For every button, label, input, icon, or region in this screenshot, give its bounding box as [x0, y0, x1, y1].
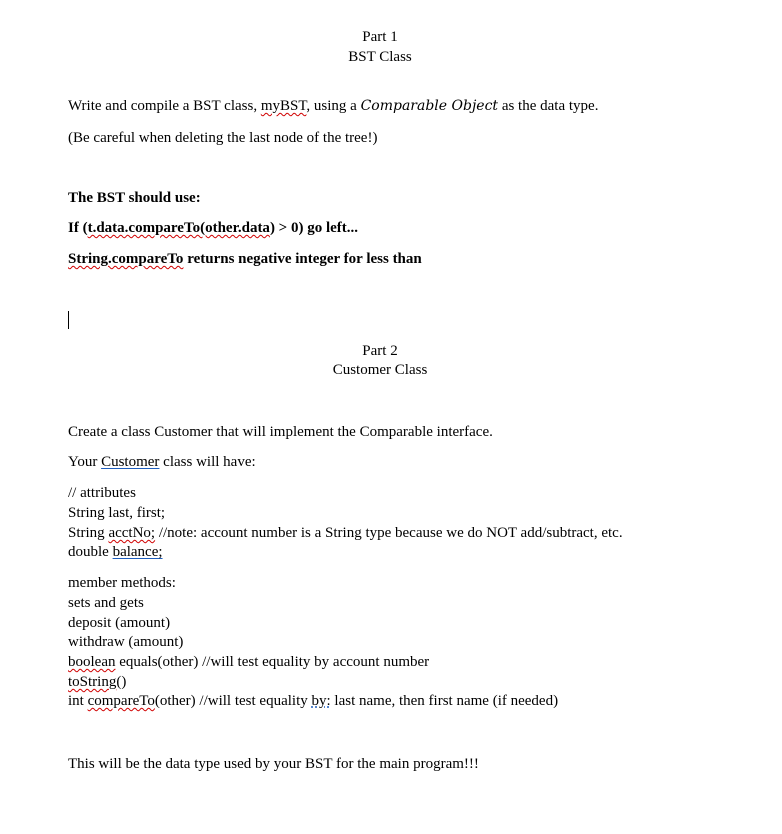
method-compareto	[68, 692, 558, 710]
intro-middle: , using a	[306, 98, 361, 114]
methods-heading: member methods:	[68, 575, 176, 591]
attr-balance-prefix: double	[68, 544, 113, 560]
method-deposit: deposit (amount)	[68, 615, 171, 631]
rule-string-code: String.compareTo	[68, 251, 184, 267]
part2-heading: Part 2	[362, 343, 398, 359]
rule-string-suffix: returns negative integer for less than	[183, 251, 422, 267]
method-sets-gets: sets and gets	[68, 595, 144, 611]
intro-prefix: Write and compile a BST class,	[68, 98, 261, 114]
closing-line: This will be the data type used by your BST for the main program!!!	[68, 756, 479, 772]
part1-subheading: BST Class	[348, 49, 412, 65]
attr-acct-prefix: String	[68, 525, 109, 541]
text-cursor	[68, 311, 69, 329]
part2-subheading: Customer Class	[332, 362, 428, 378]
method-compareto-by: by:	[311, 693, 331, 709]
attr-balance-word: balance;	[112, 544, 163, 560]
rule-string	[68, 250, 422, 268]
method-withdraw: withdraw (amount)	[68, 634, 184, 650]
part1-note: (Be careful when deleting the last node of the tree!)	[68, 130, 378, 146]
attr-acct-suffix: //note: account number is a String type because we do NOT add/subtract, etc.	[155, 525, 623, 541]
attr-acct-word: acctNo;	[108, 525, 156, 541]
attributes-comment: // attributes	[68, 485, 136, 501]
method-tostring	[68, 673, 126, 691]
method-equals-suffix: equals(other) //will test equality by account number	[115, 654, 430, 670]
your-customer-word: Customer	[101, 454, 160, 470]
part1-heading: Part 1	[362, 29, 398, 45]
create-line: Create a class Customer that will implement the Comparable interface.	[68, 424, 493, 440]
attr-acct	[68, 524, 623, 542]
rule-if-suffix: ) > 0) go left...	[269, 220, 359, 236]
intro-comparable-object: Comparable Object	[360, 98, 499, 114]
attr-names: String last, first;	[68, 505, 166, 521]
intro-suffix: as the data type.	[498, 98, 599, 114]
part1-intro	[68, 97, 598, 115]
method-compareto-suffix: last name, then first name (if needed)	[330, 693, 559, 709]
method-compareto-prefix: int	[68, 693, 88, 709]
method-tostring-suffix: ()	[116, 674, 127, 690]
method-compareto-word: compareTo	[87, 693, 155, 709]
intro-class-name: myBST	[260, 98, 307, 114]
method-compareto-middle: (other) //will test equality	[154, 693, 312, 709]
bst-should-use: The BST should use:	[68, 190, 201, 206]
method-equals-word: boolean	[68, 654, 116, 670]
method-equals	[68, 653, 429, 671]
your-customer-prefix: Your	[68, 454, 102, 470]
rule-if-code: t.data.compareTo(other.data	[87, 220, 270, 236]
rule-if	[68, 219, 358, 237]
your-customer-line	[68, 453, 256, 471]
rule-if-prefix: If (	[68, 220, 88, 236]
your-customer-suffix: class will have:	[159, 454, 256, 470]
method-tostring-word: toString	[68, 674, 117, 690]
attr-balance	[68, 543, 163, 561]
